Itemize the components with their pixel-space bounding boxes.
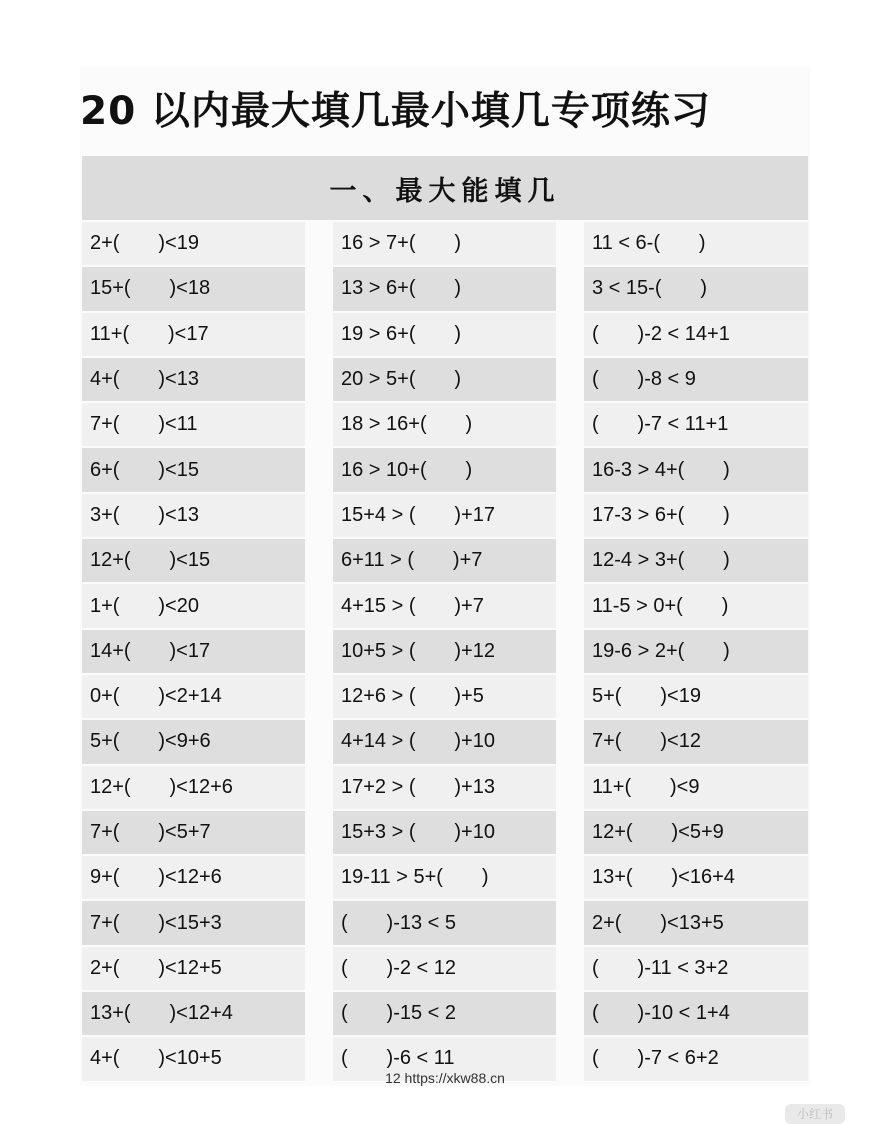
watermark-badge: 小红书 bbox=[785, 1104, 845, 1124]
exercise-cell: 3 < 15-( ) bbox=[584, 267, 808, 310]
exercise-cell: ( )-13 < 5 bbox=[333, 901, 556, 944]
exercise-cell: 16 > 10+( ) bbox=[333, 448, 556, 491]
exercise-cell: 2+( )<13+5 bbox=[584, 901, 808, 944]
exercise-cell: 5+( )<19 bbox=[584, 675, 808, 718]
exercise-cell: 2+( )<19 bbox=[82, 222, 305, 265]
exercise-cell: 4+15 > ( )+7 bbox=[333, 584, 556, 627]
exercise-grid bbox=[82, 222, 808, 1083]
exercise-cell: 7+( )<15+3 bbox=[82, 901, 305, 944]
page-title: 20 以内最大填几最小填几专项练习 bbox=[80, 89, 711, 134]
exercise-cell: 0+( )<2+14 bbox=[82, 675, 305, 718]
exercise-cell: 4+( )<10+5 bbox=[82, 1037, 305, 1080]
exercise-cell: 15+3 > ( )+10 bbox=[333, 811, 556, 854]
exercise-cell: 11+( )<9 bbox=[584, 766, 808, 809]
exercise-cell: 7+( )<5+7 bbox=[82, 811, 305, 854]
exercise-cell: 12+( )<5+9 bbox=[584, 811, 808, 854]
exercise-cell: 2+( )<12+5 bbox=[82, 947, 305, 990]
exercise-cell: ( )-15 < 2 bbox=[333, 992, 556, 1035]
exercise-cell: 11-5 > 0+( ) bbox=[584, 584, 808, 627]
exercise-cell: 19 > 6+( ) bbox=[333, 313, 556, 356]
exercise-cell: 16-3 > 4+( ) bbox=[584, 448, 808, 491]
exercise-cell: 20 > 5+( ) bbox=[333, 358, 556, 401]
section-header: 一、最大能填几 bbox=[82, 156, 808, 220]
page-footer: 12 https://xkw88.cn bbox=[385, 1070, 505, 1086]
exercise-cell: 4+( )<13 bbox=[82, 358, 305, 401]
exercise-cell: 12+( )<12+6 bbox=[82, 766, 305, 809]
exercise-cell: 7+( )<11 bbox=[82, 403, 305, 446]
exercise-cell: ( )-7 < 6+2 bbox=[584, 1037, 808, 1080]
exercise-cell: 5+( )<9+6 bbox=[82, 720, 305, 763]
exercise-cell: ( )-2 < 14+1 bbox=[584, 313, 808, 356]
exercise-cell: 3+( )<13 bbox=[82, 494, 305, 537]
exercise-cell: 19-11 > 5+( ) bbox=[333, 856, 556, 899]
exercise-cell: ( )-11 < 3+2 bbox=[584, 947, 808, 990]
exercise-cell: ( )-7 < 11+1 bbox=[584, 403, 808, 446]
exercise-cell: ( )-8 < 9 bbox=[584, 358, 808, 401]
exercise-cell: 6+11 > ( )+7 bbox=[333, 539, 556, 582]
exercise-cell: 9+( )<12+6 bbox=[82, 856, 305, 899]
exercise-cell: 13 > 6+( ) bbox=[333, 267, 556, 310]
exercise-cell: 12+( )<15 bbox=[82, 539, 305, 582]
exercise-cell: 12-4 > 3+( ) bbox=[584, 539, 808, 582]
exercise-cell: 15+4 > ( )+17 bbox=[333, 494, 556, 537]
exercise-cell: ( )-10 < 1+4 bbox=[584, 992, 808, 1035]
exercise-cell: 17-3 > 6+( ) bbox=[584, 494, 808, 537]
exercise-cell: 19-6 > 2+( ) bbox=[584, 630, 808, 673]
exercise-cell: 17+2 > ( )+13 bbox=[333, 766, 556, 809]
exercise-cell: 12+6 > ( )+5 bbox=[333, 675, 556, 718]
exercise-cell: 16 > 7+( ) bbox=[333, 222, 556, 265]
exercise-cell: 6+( )<15 bbox=[82, 448, 305, 491]
exercise-cell: 13+( )<12+4 bbox=[82, 992, 305, 1035]
exercise-cell: 7+( )<12 bbox=[584, 720, 808, 763]
exercise-cell: 1+( )<20 bbox=[82, 584, 305, 627]
exercise-cell: 11 < 6-( ) bbox=[584, 222, 808, 265]
exercise-cell: 11+( )<17 bbox=[82, 313, 305, 356]
exercise-cell: 13+( )<16+4 bbox=[584, 856, 808, 899]
exercise-cell: ( )-6 < 11 bbox=[333, 1037, 556, 1080]
exercise-cell: 15+( )<18 bbox=[82, 267, 305, 310]
exercise-cell: 14+( )<17 bbox=[82, 630, 305, 673]
exercise-cell: 18 > 16+( ) bbox=[333, 403, 556, 446]
exercise-cell: 10+5 > ( )+12 bbox=[333, 630, 556, 673]
exercise-cell: 4+14 > ( )+10 bbox=[333, 720, 556, 763]
exercise-cell: ( )-2 < 12 bbox=[333, 947, 556, 990]
